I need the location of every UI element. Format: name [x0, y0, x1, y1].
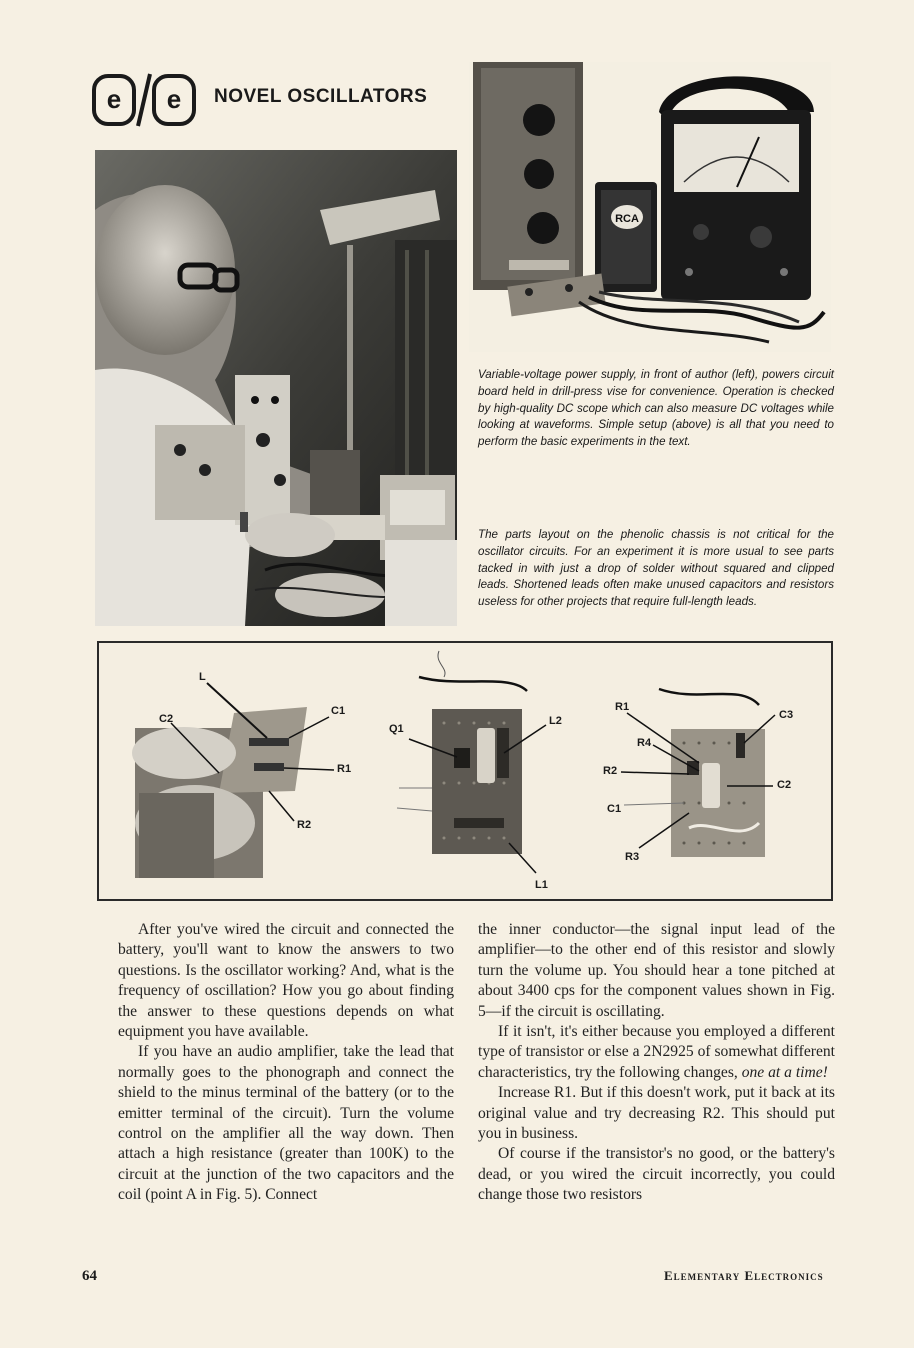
- caption-parts-layout: The parts layout on the phenolic chassis is not critical for the oscillator circuits. For an experiment it is more usual to see parts tacked in with just a drop of solder without squared and clipped leads. Shortened leads often make unused capacitors and resistors useless for other projects that require full-length leads.: [478, 528, 834, 609]
- label-L2: L2: [549, 715, 562, 727]
- body-column-left: [118, 920, 454, 1206]
- magazine-logo: [90, 70, 200, 130]
- body-paragraph: [478, 1022, 835, 1083]
- label-Q1: Q1: [389, 723, 404, 735]
- body-text: If it isn't, it's either because you employed a different type of transistor or else a 2N2925 of somewhat different characteristics, try the following changes,: [478, 1023, 835, 1081]
- svg-text:e: e: [106, 84, 122, 114]
- label-L1: L1: [535, 879, 548, 891]
- label-C2-panel1: C2: [159, 713, 174, 725]
- label-R2-panel1: R2: [297, 819, 312, 831]
- label-R4: R4: [637, 737, 652, 749]
- body-paragraph: Increase R1. But if this doesn't work, put it back at its original value and try decreasing R2. This should put you in business.: [478, 1084, 835, 1143]
- label-R1-panel3: R1: [615, 701, 630, 713]
- circuit-board-figure: [97, 641, 833, 901]
- page-number: 64: [82, 1268, 97, 1284]
- emphasis-text: one at a time!: [741, 1063, 828, 1081]
- oscillator-board-photo: [397, 651, 546, 873]
- equipment-photo: [469, 62, 831, 352]
- label-L: L: [199, 671, 206, 683]
- author-bench-photo: [95, 150, 457, 626]
- rca-badge: RCA: [615, 213, 639, 225]
- caption-equipment: Variable-voltage power supply, in front of author (left), powers circuit board held in drill-press vise for convenience. Operation is checked by high-quality DC scope which can also measure DC voltages while looking at waveforms. Simple setup (above) is all that you need to perform the basic experiments in the text.: [478, 368, 834, 449]
- label-C3: C3: [779, 709, 794, 721]
- label-C2-panel3: C2: [777, 779, 792, 791]
- label-C1-panel3: C1: [607, 803, 622, 815]
- label-R3: R3: [625, 851, 640, 863]
- svg-text:e: e: [166, 84, 182, 114]
- body-column-right: [478, 920, 835, 1206]
- body-paragraph: After you've wired the circuit and connected the battery, you'll want to know the answers to two questions. Is the oscillator working? And, what is the frequency of oscillation? How you go about finding the answer to these questions depends on what equipment you have available.: [118, 921, 454, 1041]
- body-paragraph: If you have an audio amplifier, take the lead that normally goes to the phonograph and connect the shield to the minus terminal of the battery (or to the emitter terminal of the circuit). Turn the volume control on the amplifier all the way down. Then attach a high resistance (greater than 100K) to the circuit at the junction of the two capacitors and the coil (point A in Fig. 5). Connect: [118, 1043, 454, 1204]
- body-paragraph: Of course if the transistor's no good, or the battery's dead, or you wired the circuit incorrectly, you could change those two resistors: [478, 1145, 835, 1204]
- article-title: NOVEL OSCILLATORS: [214, 86, 428, 107]
- running-head: Elementary Electronics: [664, 1268, 824, 1283]
- multivibrator-board-photo: [621, 689, 775, 857]
- body-paragraph: the inner conductor—the signal input lead of the amplifier—to the other end of this resistor and slowly turn the volume up. You should hear a tone pitched at about 3400 cps for the component values shown in Fig. 5—if the circuit is oscillating.: [478, 921, 835, 1020]
- label-R2-panel3: R2: [603, 765, 618, 777]
- label-C1-panel1: C1: [331, 705, 346, 717]
- label-R1-panel1: R1: [337, 763, 352, 775]
